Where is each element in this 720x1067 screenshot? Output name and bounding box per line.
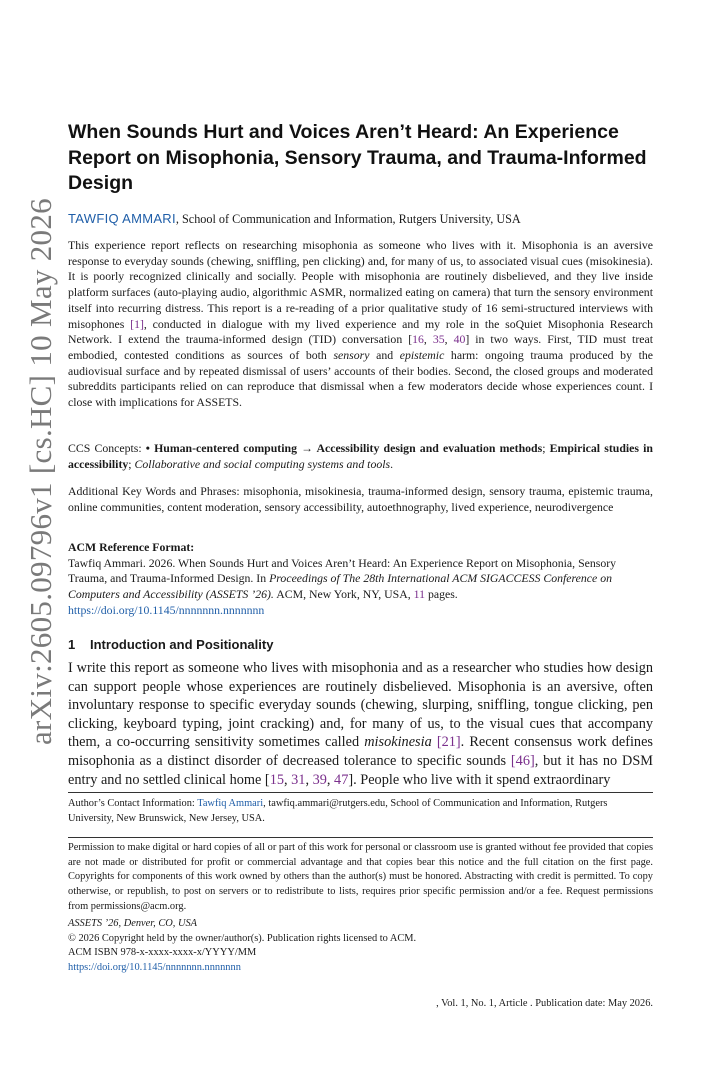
conference-line: ASSETS ’26, Denver, CO, USA [68,918,197,929]
keywords: Additional Key Words and Phrases: misophonia, misokinesia, trauma-informed design, sensory trauma, epistemic trauma, online communities, content moderation, sensory accessibility, autoethnography, lived experience, neurodivergence [68,484,653,514]
ccs-concept: Accessibility design and evaluation methods [316,441,543,455]
ccs-separator: ; [542,441,550,455]
reference-venue: Proceedings of The 28th International ACM SIGACCESS Conference on Computers and Accessibility (ASSETS ’26). [68,571,613,602]
author-line [68,211,653,227]
abstract-text: This experience report reflects on researching misophonia as someone who lives with it. Misophonia is an aversive response to everyday sounds (chewing, sniffling, pen clicking) and, for many of us, to associated visual cues (misokinesia). It is poorly recognized clinically and socially. People with misophonia are routinely disbelieved, and they live inside platform surfaces (auto-playing audio, algorithmic ASMR, normalized eating on camera) that turn the sensory environment itself into recurring distress. This report is a re-reading of a prior qualitative study of 16 semi-structured interviews with misophones [68,238,653,331]
reference-text: ACM, New York, NY, USA, [273,587,414,602]
ccs-concept: Empirical studies in accessibility [68,441,653,471]
citation-link[interactable]: 35 [432,332,445,347]
citation-link[interactable]: 47 [334,771,349,788]
doi-link[interactable]: https://doi.org/10.1145/nnnnnnn.nnnnnnn [68,962,241,974]
acm-reference-heading: ACM Reference Format: [68,540,195,554]
contact-label: Author’s Contact Information: [68,798,198,809]
reference-text: pages. [425,587,458,602]
body-text: ]. People who live with it spend extraordinary [348,771,611,788]
abstract: This experience report reflects on researching misophonia as someone who lives with it. Misophonia is an aversive response to everyday sounds (chewing, sniffling, pen clicking) and, for many of us, to associated visual cues (misokinesia). It is poorly recognized clinically and socially. People with misophonia are routinely disbelieved, and they live inside platform surfaces (auto-playing audio, algorithmic ASMR, normalized eating on camera) that turn the sensory environment itself into recurring distress. This report is a re-reading of a prior qualitative study of 16 semi-structured interviews with misophones [1], conducted in dialogue with my lived experience and my role in the soQuiet Misophonia Research Network. I extend the trauma-informed design (TID) conversation [16, 35, 40] in two ways. First, TID must treat embodied, contested conditions as sources of both sensory and epistemic harm: ongoing trauma produced by the audiovisual surface and by repeated dismissal of users’ accounts of their bodies. Second, the closed groups and moderated subreddits participants relied on can reproduce that dismissal when a few moderators decide whose experiences count. I close with implications for ASSETS. [68,238,654,410]
ccs-concepts [68,441,653,472]
ccs-arrow: → [296,441,317,455]
citation-link[interactable]: 31 [291,771,306,788]
doi-link[interactable]: https://doi.org/10.1145/nnnnnnn.nnnnnnn [68,602,265,617]
citation-link[interactable]: 16 [412,332,424,347]
intro-paragraph: I write this report as someone who lives with misophonia and as a researcher who studies how design can support people whose experiences are routinely disbelieved. Misophonia is an aversive, often involuntary response to specific everyday sounds (chewing, slurping, sniffling, tongue clicking, pen clicking, keyboard typing, joint cracking) and, for many of us, to the visual cues that accompany them, a co-occurring sensitivity sometimes called misokinesia [21]. Recent consensus work defines misophonia as a distinct disorder of decreased tolerance to specific sounds [46], but it has no DSM entry and no settled clinical home [15, 31, 39, 47]. People who live with it spend extraordinary [68,660,653,788]
author-affiliation: , School of Communication and Information, Rutgers University, USA [175,212,521,226]
abstract-text: in two ways. First, TID must treat embodied, contested conditions as sources of both [68,332,653,362]
permission-notice: Permission to make digital or hard copies of all or part of this work for personal or classroom use is granted without fee provided that copies are not made or distributed for profit or commercial advantage and that copies bear this notice and the full citation on the first page. Copyrights for components of this work owned by others than the author(s) must be honored. Abstracting with credit is permitted. To copy otherwise, or republish, to post on servers or to redistribute to lists, requires prior specific permission and/or a fee. Request permissions from permissions@acm.org. [68,842,653,912]
page-footer: , Vol. 1, No. 1, Article . Publication date: May 2026. [436,998,653,1009]
citation-link[interactable]: 15 [269,771,284,788]
emphasis: sensory [333,347,370,362]
emphasis: epistemic [399,347,445,362]
author-name: TAWFIQ AMMARI [68,211,176,226]
abstract-text: and [369,347,400,362]
arxiv-identifier: arXiv:2605.09796v1 [cs.HC] 10 May 2026 [23,198,58,745]
section-number: 1 [68,637,76,652]
citation-link[interactable]: 40 [453,332,466,347]
acm-reference-format [68,540,653,619]
ccs-concept: Human-centered computing [154,441,297,455]
body-text: , but it has no DSM entry and no settled clinical home [ [68,752,653,788]
author-contact-link[interactable]: Tawfiq Ammari [197,798,264,809]
copyright-line: © 2026 Copyright held by the owner/author(s). Publication rights licensed to ACM. [68,932,417,944]
citation-link[interactable]: [1] [130,316,144,331]
page-count-link[interactable]: 11 [413,587,425,602]
isbn-line: ACM ISBN 978-x-xxxx-xxxx-x/YYYY/MM [68,947,257,959]
author-contact-info [68,797,653,826]
abstract-text: , conducted in dialogue with my lived experience and my role in the soQuiet Misophonia Research Network. I extend the trauma-informed design (TID) conversation [68,316,653,347]
footnote-divider [68,792,653,793]
section-heading [68,636,653,653]
body-text: I write this report as someone who lives with misophonia and as a researcher who studies how design can support people whose experiences are routinely disbelieved. Misophonia is an aversive, often involuntary response to specific everyday sounds (chewing, slurping, sniffling, tongue clicking, pen clicking, keyboard typing, joint cracking) and, for many of us, to the visual cues that accompany them, a co-occurring sensitivity sometimes called [68,660,653,751]
citation-bracket: ] [465,332,470,347]
citation-link[interactable]: [46] [510,752,535,769]
citation-link[interactable]: [21] [436,734,461,751]
paper-title: When Sounds Hurt and Voices Aren’t Heard: An Experience Report on Misophonia, Sensory Trauma, and Trauma-Informed Design [68,121,647,194]
permission-divider [68,837,653,838]
ccs-label: CCS Concepts: [68,441,146,455]
ccs-separator: ; [128,456,135,471]
publication-info [68,917,653,976]
reference-text: Tawfiq Ammari. 2026. When Sounds Hurt and Voices Aren’t Heard: An Experience Report on Misophonia, Sensory Trauma, and Trauma-Informed Design. In [68,555,617,586]
section-title: Introduction and Positionality [90,637,274,652]
emphasis: misokinesia [364,734,432,751]
ccs-bullet: • [145,441,155,455]
ccs-end: . [390,456,394,471]
body-text: . Recent consensus work defines misophonia as a distinct disorder of decreased tolerance to specific sounds [68,734,653,769]
ccs-concept: Collaborative and social computing systems and tools [134,456,391,471]
contact-details: , tawfiq.ammari@rutgers.edu, School of Communication and Information, Rutgers University, New Brunswick, New Jersey, USA. [68,798,608,824]
citation-bracket: [ [408,332,413,347]
abstract-text: harm: ongoing trauma produced by the audiovisual surface and by repeated dismissal of users’ accounts of their bodies. Second, the closed groups and moderated subreddits participants relied on can reproduce that dismissal when a few moderators decide whose experiences count. I close with implications for ASSETS. [68,347,654,410]
citation-link[interactable]: 39 [312,771,327,788]
